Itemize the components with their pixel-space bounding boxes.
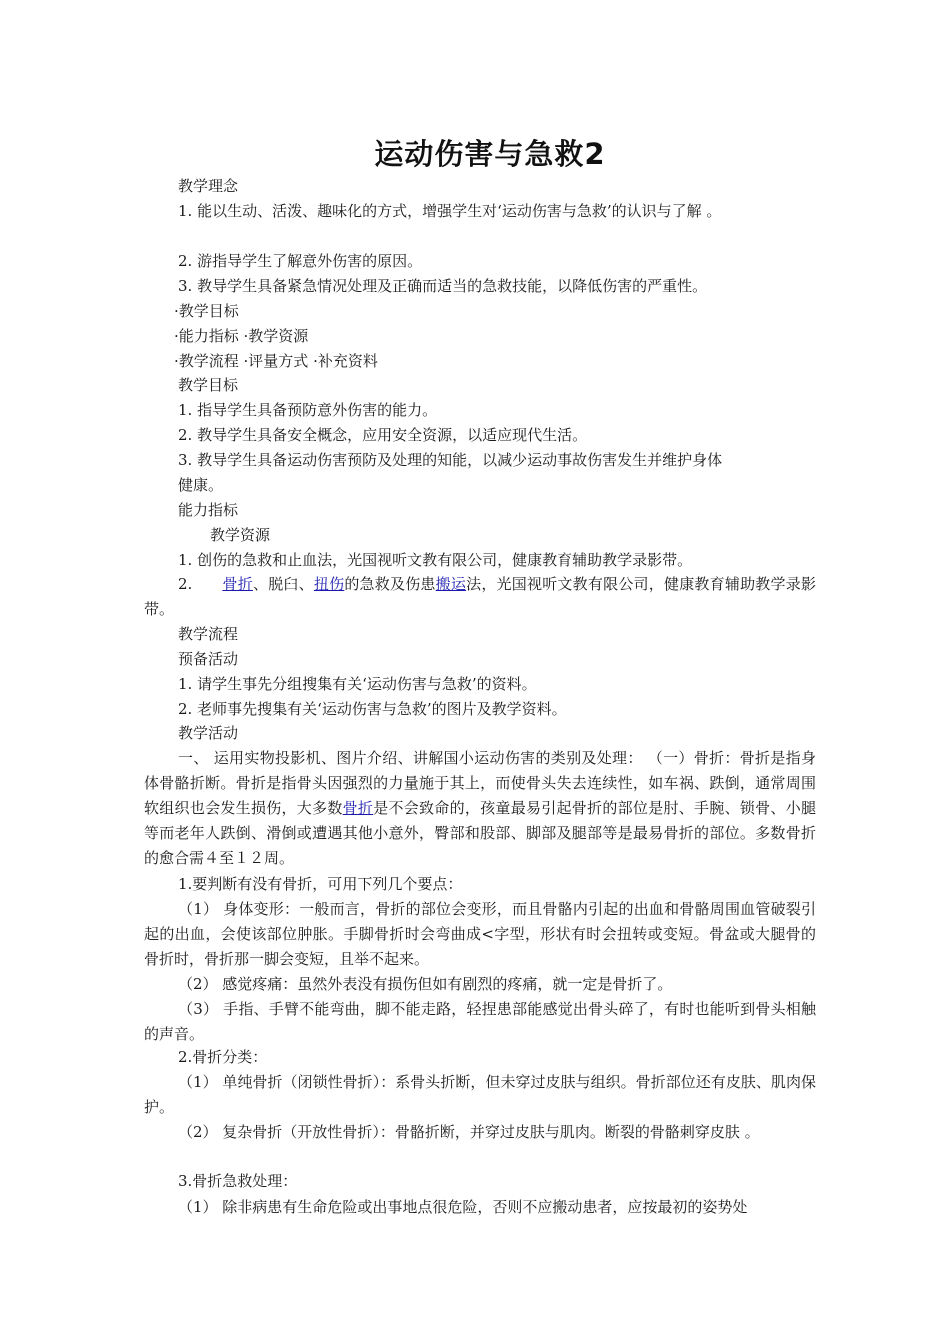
- heading-ability-index: 能力指标: [178, 501, 239, 519]
- fracture-point-3: （3） 手指、手臂不能弯曲，脚不能走路，轻捏患部能感觉出骨头碎了，有时也能听到骨头相触的声音。: [144, 1000, 816, 1043]
- concept-item-1: 1. 能以生动、活泼、趣味化的方式，增强学生对‘运动伤害与急救’的认识与了解 。: [178, 202, 722, 220]
- heading-teaching-activity: 教学活动: [178, 724, 239, 742]
- fracture-type-2: （2） 复杂骨折（开放性骨折）：骨骼折断，并穿过皮肤与肌肉。断裂的骨骼刺穿皮肤 。: [178, 1123, 760, 1141]
- nav-links-flow-eval-extra[interactable]: ·教学流程 ·评量方式 ·补充资料: [174, 352, 378, 370]
- heading-teaching-resources: 教学资源: [210, 526, 271, 544]
- activity-text: 是不会致命的，孩童最易引起骨折的部位是肘、手腕、锁骨、小腿等而老年人跌倒、滑倒或遭遇其他小意外，臀部和股部、脚部及腿部等是最易骨折的部位。多数骨折的愈合需４至１２周。: [144, 799, 816, 867]
- resource-text: 法，光国视听文教有限公司，健康教育辅助教学录影带。: [144, 575, 816, 618]
- concept-item-3: 3. 教导学生具备紧急情况处理及正确而适当的急救技能，以降低伤害的严重性。: [178, 277, 708, 295]
- prep-item-2: 2. 老师事先搜集有关‘运动伤害与急救’的图片及教学资料。: [178, 700, 567, 718]
- fracture-first-aid-heading: 3.骨折急救处理：: [178, 1172, 298, 1190]
- resource-item-1: 1. 创伤的急救和止血法，光国视听文教有限公司，健康教育辅助教学录影带。: [178, 551, 693, 569]
- resource-text: 、脱臼、: [252, 575, 314, 593]
- nav-link-goals[interactable]: ·教学目标: [174, 302, 239, 320]
- first-aid-item-1: （1） 除非病患有生命危险或出事地点很危险，否则不应搬动患者，应按最初的姿势处: [178, 1198, 748, 1216]
- link-carry[interactable]: 搬运: [435, 575, 467, 593]
- link-sprain[interactable]: 扭伤: [313, 575, 345, 593]
- fracture-point-1: （1） 身体变形：一般而言，骨折的部位会变形，而且骨骼内引起的出血和骨骼周围血管破裂引起的出血，会使该部位肿胀。手脚骨折时会弯曲成<字型，形状有时会扭转或变短。骨盆或大腿骨的骨折时，骨折那一脚会变短，且举不起来。: [144, 900, 816, 968]
- goal-item-3: 3. 教导学生具备运动伤害预防及处理的知能，以减少运动事故伤害发生并维护身体: [178, 451, 723, 469]
- resource-item-2-number: 2.: [178, 575, 193, 593]
- goal-item-1: 1. 指导学生具备预防意外伤害的能力。: [178, 401, 438, 419]
- prep-item-1: 1. 请学生事先分组搜集有关‘运动伤害与急救’的资料。: [178, 675, 537, 693]
- goal-item-3-cont: 健康。: [178, 476, 224, 494]
- goal-item-2: 2. 教导学生具备安全概念，应用安全资源，以适应现代生活。: [178, 426, 588, 444]
- heading-prep-activity: 预备活动: [178, 650, 239, 668]
- document-title: 运动伤害与急救2: [374, 137, 606, 171]
- activity-paragraph: [144, 746, 816, 871]
- fracture-types-heading: 2.骨折分类：: [178, 1048, 268, 1066]
- link-fracture-2[interactable]: 骨折: [342, 799, 374, 817]
- resource-text: 的急救及伤患: [344, 575, 436, 593]
- heading-teaching-concept: 教学理念: [178, 177, 239, 195]
- heading-teaching-flow: 教学流程: [178, 625, 239, 643]
- resource-item-2: [144, 572, 816, 622]
- concept-item-2: 2. 游指导学生了解意外伤害的原因。: [178, 252, 423, 270]
- activity-text: 一、 运用实物投影机、图片介绍、讲解国小运动伤害的类别及处理： （一）骨折：骨折是指身体骨骼折断。骨折是指骨头因强烈的力量施于其上，而使骨头失去连续性，如车祸、跌倒，通常周围软组织也会发生损伤，大多数: [144, 749, 816, 817]
- fracture-check-heading: 1.要判断有没有骨折，可用下列几个要点：: [178, 875, 463, 893]
- fracture-point-2: （2） 感觉疼痛：虽然外表没有损伤但如有剧烈的疼痛，就一定是骨折了。: [178, 975, 673, 993]
- fracture-type-1: （1） 单纯骨折（闭锁性骨折）：系骨头折断，但未穿过皮肤与组织。骨折部位还有皮肤、肌肉保护。: [144, 1073, 816, 1116]
- heading-teaching-goals: 教学目标: [178, 376, 239, 394]
- nav-links-ability-resources[interactable]: ·能力指标 ·教学资源: [174, 327, 309, 345]
- link-fracture[interactable]: 骨折: [222, 575, 253, 593]
